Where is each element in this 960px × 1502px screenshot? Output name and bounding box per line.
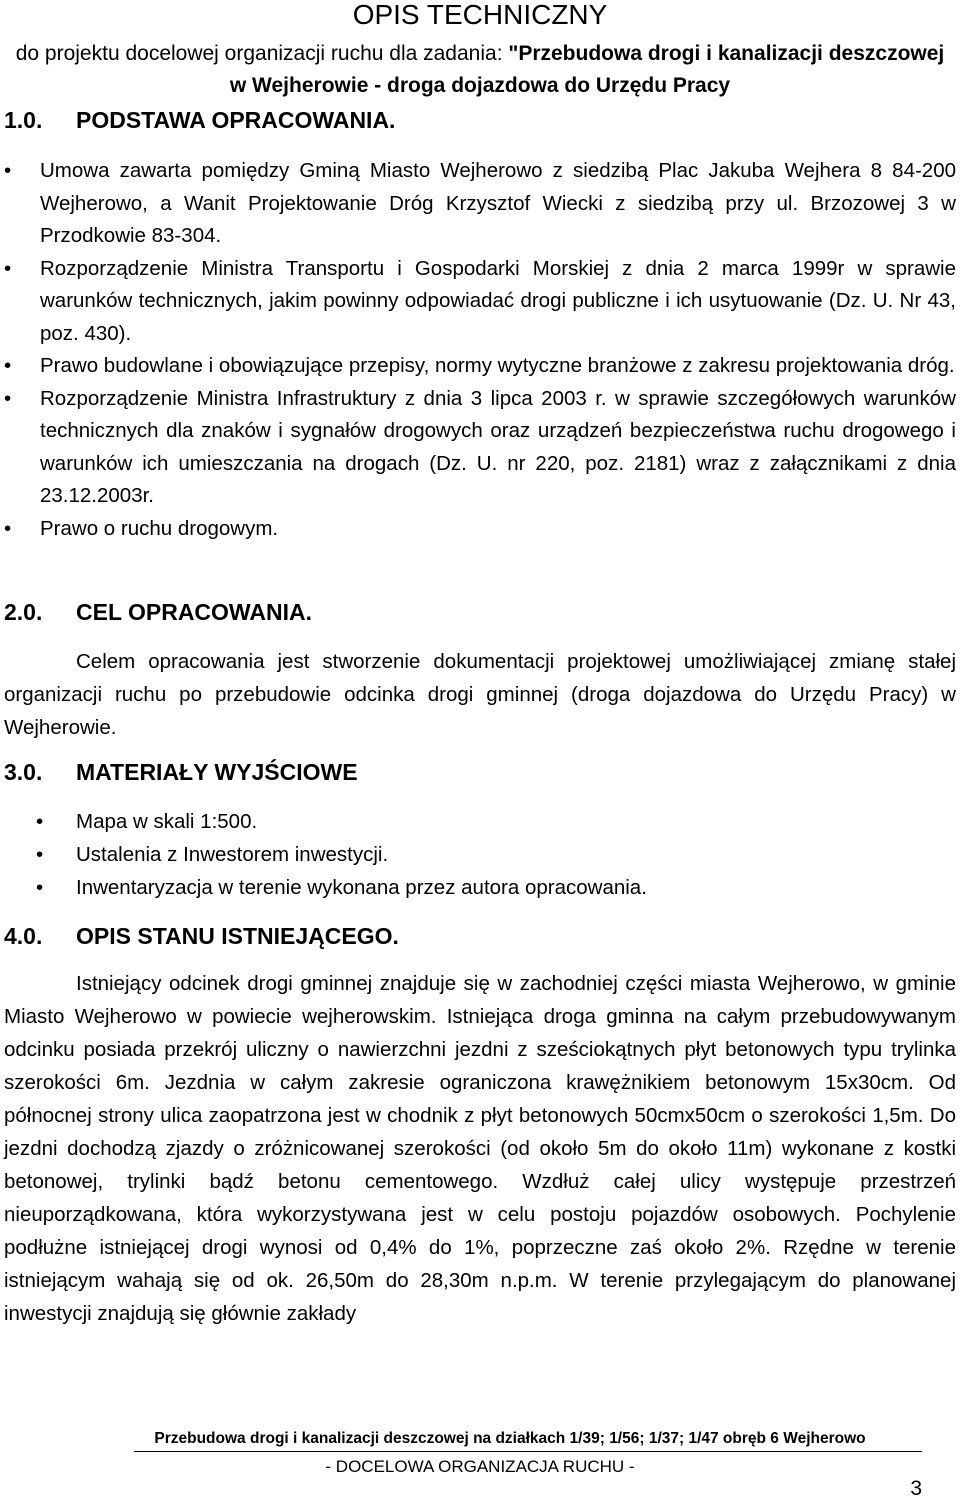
section-1-number: 1.0. — [4, 107, 43, 133]
footer-document-type: - DOCELOWA ORGANIZACJA RUCHU - — [325, 1457, 635, 1476]
section-4-number: 4.0. — [4, 923, 43, 949]
section-4-heading — [4, 921, 399, 951]
section-4-paragraph: Istniejący odcinek drogi gminnej znajduje się w zachodniej części miasta Wejherowo, w gminie Miasto Wejherowo w powiecie wejherowskim. Istniejąca droga gminna na całym przebudowywanym odcinku posiada przekrój uliczny o nawierzchni jezdni z sześciokątnych płyt betonowych typu trylinka szerokości 6m. Jezdnia w całym zakresie ograniczona krawężnikiem betonowym 15x30cm. Od północnej strony ulica zaopatrzona jest w chodnik z płyt betonowych 50cmx50cm o szerokości 1,5m. Do jezdni dochodzą zjazdy o zróżnicowanej szerokości (od około 5m do około 11m) wykonane z kostki betonowej, trylinki bądź betonu cementowego. Wzdłuż całej ulicy występuje przestrzeń nieuporządkowana, która wykorzystywana jest w celu postoju pojazdów osobowych. Pochylenie podłużne istniejącej drogi wynosi od 0,4% do 1%, poprzeczne zaś około 2%. Rzędne w terenie istniejącym wahają się od ok. 26,50m do 28,30m n.p.m. W terenie przylegającym do planowanej inwestycji znajdują się głównie zakłady — [4, 972, 956, 1325]
section-2-paragraph: Celem opracowania jest stworzenie dokumentacji projektowej umożliwiającej zmianę stałej organizacji ruchu po przebudowie odcinka drogi gminnej (droga dojazdowa do Urzędu Pracy) w Wejherowie. — [4, 650, 956, 739]
section-3-title: MATERIAŁY WYJŚCIOWE — [76, 759, 358, 785]
list-item: • Inwentaryzacja w terenie wykonana przez autora opracowania. — [76, 871, 776, 904]
subtitle-prefix: do projektu docelowej organizacji ruchu dla zadania: — [15, 42, 509, 65]
list-item: • Prawo budowlane i obowiązujące przepisy, normy wytyczne branżowe z zakresu projektowania dróg. — [40, 350, 956, 383]
section-4-title: OPIS STANU ISTNIEJĄCEGO. — [76, 923, 399, 949]
document-subtitle — [12, 38, 948, 102]
list-item: • Rozporządzenie Ministra Infrastruktury z dnia 3 lipca 2003 r. w sprawie szczegółowych warunków technicznych dla znaków i sygnałów drogowych oraz urządzeń bezpieczeństwa ruchu drogowego i warunków ich umieszczania na drogach (Dz. U. nr 220, poz. 2181) wraz z załącznikami z dnia 23.12.2003r. — [40, 383, 956, 513]
section-1-list — [40, 155, 956, 545]
list-item: • Mapa w skali 1:500. — [76, 805, 776, 838]
footer-divider — [134, 1451, 922, 1452]
list-item: • Umowa zawarta pomiędzy Gminą Miasto Wejherowo z siedzibą Plac Jakuba Wejhera 8 84-200 Wejherowo, a Wanit Projektowanie Dróg Krzysztof Wiecki z siedzibą przy ul. Brzozowej 3 w Przodkowie 83-304. — [40, 155, 956, 253]
section-2-title: CEL OPRACOWANIA. — [76, 599, 312, 625]
list-item: • Rozporządzenie Ministra Transportu i Gospodarki Morskiej z dnia 2 marca 1999r w sprawie warunków technicznych, jakim powinny odpowiadać drogi publiczne i ich usytuowanie (Dz. U. Nr 43, poz. 430). — [40, 253, 956, 351]
section-2-number: 2.0. — [4, 599, 43, 625]
section-3-heading — [4, 757, 358, 787]
document-title: OPIS TECHNICZNY — [352, 0, 608, 30]
subtitle-project-name: "Przebudowa drogi i kanalizacji deszczowej w Wejherowie - droga dojazdowa do Urzędu Pracy — [229, 42, 945, 97]
list-item: • Ustalenia z Inwestorem inwestycji. — [76, 838, 776, 871]
section-2-heading — [4, 597, 312, 627]
list-item: • Prawo o ruchu drogowym. — [40, 513, 956, 546]
section-3-list — [76, 805, 776, 904]
page-number: 3 — [910, 1477, 922, 1500]
section-1-heading — [4, 105, 395, 135]
section-1-title: PODSTAWA OPRACOWANIA. — [76, 107, 396, 133]
section-3-number: 3.0. — [4, 759, 43, 785]
footer-project-line: Przebudowa drogi i kanalizacji deszczowej na działkach 1/39; 1/56; 1/37; 1/47 obręb 6 Wejherowo — [154, 1430, 866, 1447]
